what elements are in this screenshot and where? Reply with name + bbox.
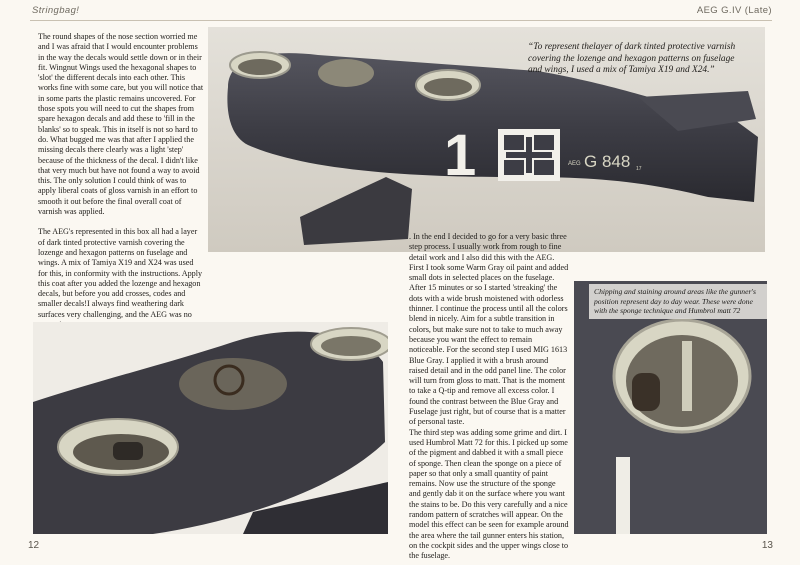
fuselage-code: G 848 (584, 152, 631, 171)
left-column-paragraph-1: The round shapes of the nose section worried me and I was afraid that I would encounter problems in the way the decals would settle down or in their fit. Wingnut Wings used the hexagonal shapes to 'slot' the different decals into each other. This works fine with some care, but you will notice that in some parts the plastic remains uncovered. For those spots you will need to cut the shapes from spare hexagon decals and add these to 'fill in the blanks' so to speak. This in itself is not so hard to do. What bugged me was that after I applied the missing decals there clearly was a light 'step' because of the thickness of the decal. I didn't like that very much but have not found a way to avoid this. The only solution I could think of was to apply liberal coats of gloss varnish in an effort to smooth it out before the final overall coat of varnish was applied. (38, 32, 204, 217)
middle-column-paragraph-2: The third step was adding some grime and dirt. I used Humbrol Matt 72 for this. I picked up some of the pigment and dabbed it with a small piece of sponge. Then clean the sponge on a piece of paper so that only a small quantity of paint remains. Now use the structure of the sponge and gently dab it on the surface where you want the stains to be. Do this very carefully and a nice random pattern of scratches will appear. On the model this effect can be seen for example around the area where the tail gunner enters his station, on the cockpit sides and the upper wings close to the fuselage. (409, 427, 569, 561)
fuselage-number: 1 (444, 123, 477, 188)
text-column-middle (409, 232, 569, 562)
section-header: Stringbag! (32, 5, 80, 16)
page-number-left: 12 (28, 540, 40, 551)
cockpit-top-illustration (33, 322, 388, 534)
fuselage-code-suffix: 17 (636, 166, 642, 172)
fuselage-code-prefix: AEG (568, 161, 581, 167)
article-title-header: AEG G.IV (Late) (696, 5, 772, 16)
page-number-right: 13 (761, 540, 773, 551)
cockpit-top-photo (33, 322, 388, 534)
left-column-paragraph-2: The AEG's represented in this box all had a layer of dark tinted protective varnish covering the lozenge and hexagon patterns on fuselage and wings. A mix of Tamiya X19 and X24 was used for this, in conformity with the instructions. Apply this coat after you added the lozenge and hexagon decals, but before you add crosses, codes and smaller decals!I always find weathering dark surfaces very challenging, and the AEG was no (38, 227, 203, 319)
pull-quote: “To represent thelayer of dark tinted protective varnish covering the lozenge and hexagon patterns on fuselage and wings, I used a mix of Tamiya X19 and X24.” (528, 42, 736, 75)
fuselage-cross-marking (498, 129, 560, 181)
photo-caption: Chipping and staining around areas like the gunner's position represent day to day wear. These were done with the sponge technique and Humbrol matt 72 (589, 284, 767, 319)
text-column-left (38, 32, 204, 330)
middle-column-paragraph-1: . In the end I decided to go for a very basic three step process. I usually work from rough to fine detail work and I also did this with the AEG. First I took some Warm Gray oil paint and added small dots in selected places on the fuselage. After 15 minutes or so I started 'streaking' the dots with a wide brush moistened with odorless thinner. I continue the process until all the colors blend in nicely. Aim for a subtle transition in colors, but make sure not to take to much away because you want the effect to remain noticeable. For the second step I used MIG 1613 Blue Gray. I applied it with a brush around raised detail and in the odd panel line. The color will turn from gloss to matt. That is the moment to take a Q-tip and remove all excess color. I found the contrast between the Blue Gray and Fuselage just right, but of course that is a matter of personal taste. (409, 232, 569, 427)
header-divider (30, 20, 772, 21)
